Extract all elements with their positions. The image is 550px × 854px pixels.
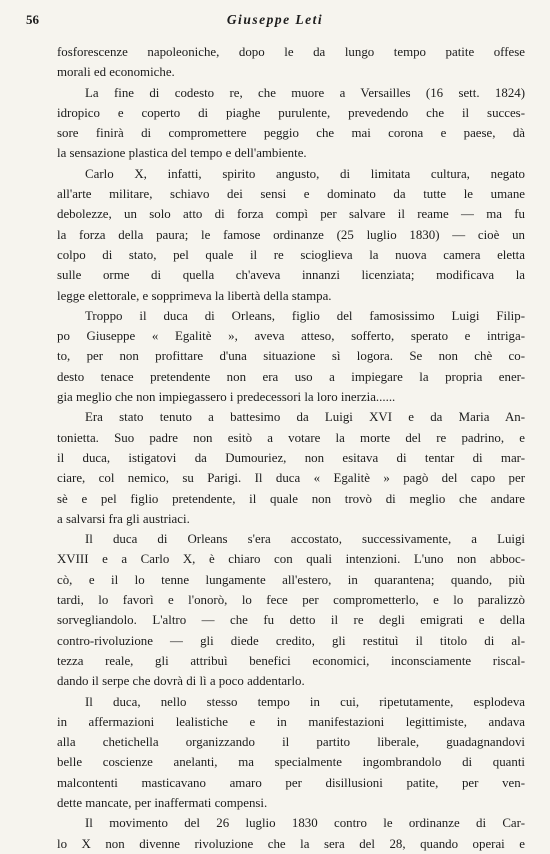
text-line: a salvarsi fra gli austriaci.	[57, 511, 190, 526]
text-line: lo X non divenne rivoluzione che la sera del 28, quando operai e	[57, 836, 525, 851]
text-line: Troppo il duca di Orleans, figlio del famosissimo Luigi Filip-	[85, 308, 525, 323]
text-line: colpo di stato, pel quale il re scioglieva la nuova camera eletta	[57, 247, 525, 262]
text-line: morali ed economiche.	[57, 65, 175, 80]
text-line: la sensazione plastica del tempo e dell'ambiente.	[57, 146, 307, 161]
text-line: tezza reale, gli attribuì benefici economici, inconsciamente riscal-	[57, 653, 525, 668]
text-line: desto tenace pretendente non era uso a impiegare la propria ener-	[57, 369, 525, 384]
text-line: gia meglio che non impiegassero i predecessori la loro inerzia......	[57, 390, 396, 405]
page-header	[26, 12, 524, 32]
text-line: sulle orme di quella ch'aveva innanzi licenziata; modificava la	[57, 268, 525, 283]
text-line: dette mancate, per inaffermati compensi.	[57, 795, 268, 810]
text-line: to, per non profittare d'una situazione sì logora. Se non chè co-	[57, 349, 525, 364]
text-line: Il movimento del 26 luglio 1830 contro le ordinanze di Car-	[85, 816, 525, 831]
body-text	[57, 42, 525, 854]
text-line: sore finirà di compromettere peggio che mai corona e paese, dà	[57, 126, 525, 141]
text-line: dando il serpe che dovrà di lì a poco addentarlo.	[57, 674, 305, 689]
text-line: sorvegliandolo. L'altro — che fu detto il re degli emigrati e della	[57, 613, 525, 628]
text-line: fosforescenze napoleoniche, dopo le da lungo tempo patite offese	[57, 45, 525, 59]
text-line: ciare, col nemico, su Parigi. Il duca « Egalitè » pagò del capo per	[57, 471, 525, 486]
text-line: Carlo X, infatti, spirito angusto, di limitata cultura, negato	[85, 166, 525, 181]
text-line: Era stato tenuto a battesimo da Luigi XVI e da Maria An-	[85, 410, 525, 425]
text-line: legge elettorale, e sopprimeva la libertà della stampa.	[57, 288, 332, 303]
text-line: po Giuseppe « Egalitè », aveva atteso, sofferto, sperato e intriga-	[57, 329, 525, 344]
running-title: Giuseppe Leti	[226, 12, 324, 27]
text-line: debolezze, un solo atto di forza compì per salvare il reame — ma fu	[57, 207, 525, 222]
text-line: malcontenti masticavano amaro per disillusioni patite, per ven-	[57, 775, 525, 790]
text-line: cò, e il lo tenne lungamente all'estero, in quarantena; quando, più	[57, 572, 525, 587]
text-line: in affermazioni lealistiche e in manifestazioni legittimiste, andava	[57, 714, 525, 729]
text-line: XVIII e a Carlo X, è chiaro con quali intenzioni. L'uno non abboc-	[57, 552, 525, 567]
text-line: Il duca, nello stesso tempo in cui, ripetutamente, esplodeva	[85, 694, 525, 709]
text-line: La fine di codesto re, che muore a Versailles (16 sett. 1824)	[85, 85, 525, 100]
text-line: idropico e coperto di piaghe purulente, prevedendo che il succes-	[57, 105, 525, 120]
text-line: contro-rivoluzione — gli diede credito, gli restituì il titolo di al-	[57, 633, 525, 648]
text-line: tonietta. Suo padre non esitò a votare la morte del re padrino, e	[57, 430, 525, 445]
text-line: belle coscienze anelanti, ma specialmente ingombrandolo di quanti	[57, 755, 525, 770]
page-number: 56	[26, 12, 39, 27]
text-line: sè e pel figlio pretendente, il quale non trovò di meglio che andare	[57, 491, 525, 506]
text-line: la forza della paura; le famose ordinanze (25 luglio 1830) — cioè un	[57, 227, 525, 242]
text-line: Il duca di Orleans s'era accostato, successivamente, a Luigi	[85, 532, 525, 547]
text-line: tardi, lo favorì e l'onorò, lo fece per comprometterlo, e lo paralizzò	[57, 593, 525, 608]
text-line: all'arte militare, schiavo dei sensi e dominato da tutte le umane	[57, 187, 525, 202]
text-line: il duca, istigatovi da Dumouriez, non esitava di tentar di mar-	[57, 450, 525, 465]
text-line: alla chetichella organizzando il partito liberale, guadagnandovi	[57, 735, 525, 750]
